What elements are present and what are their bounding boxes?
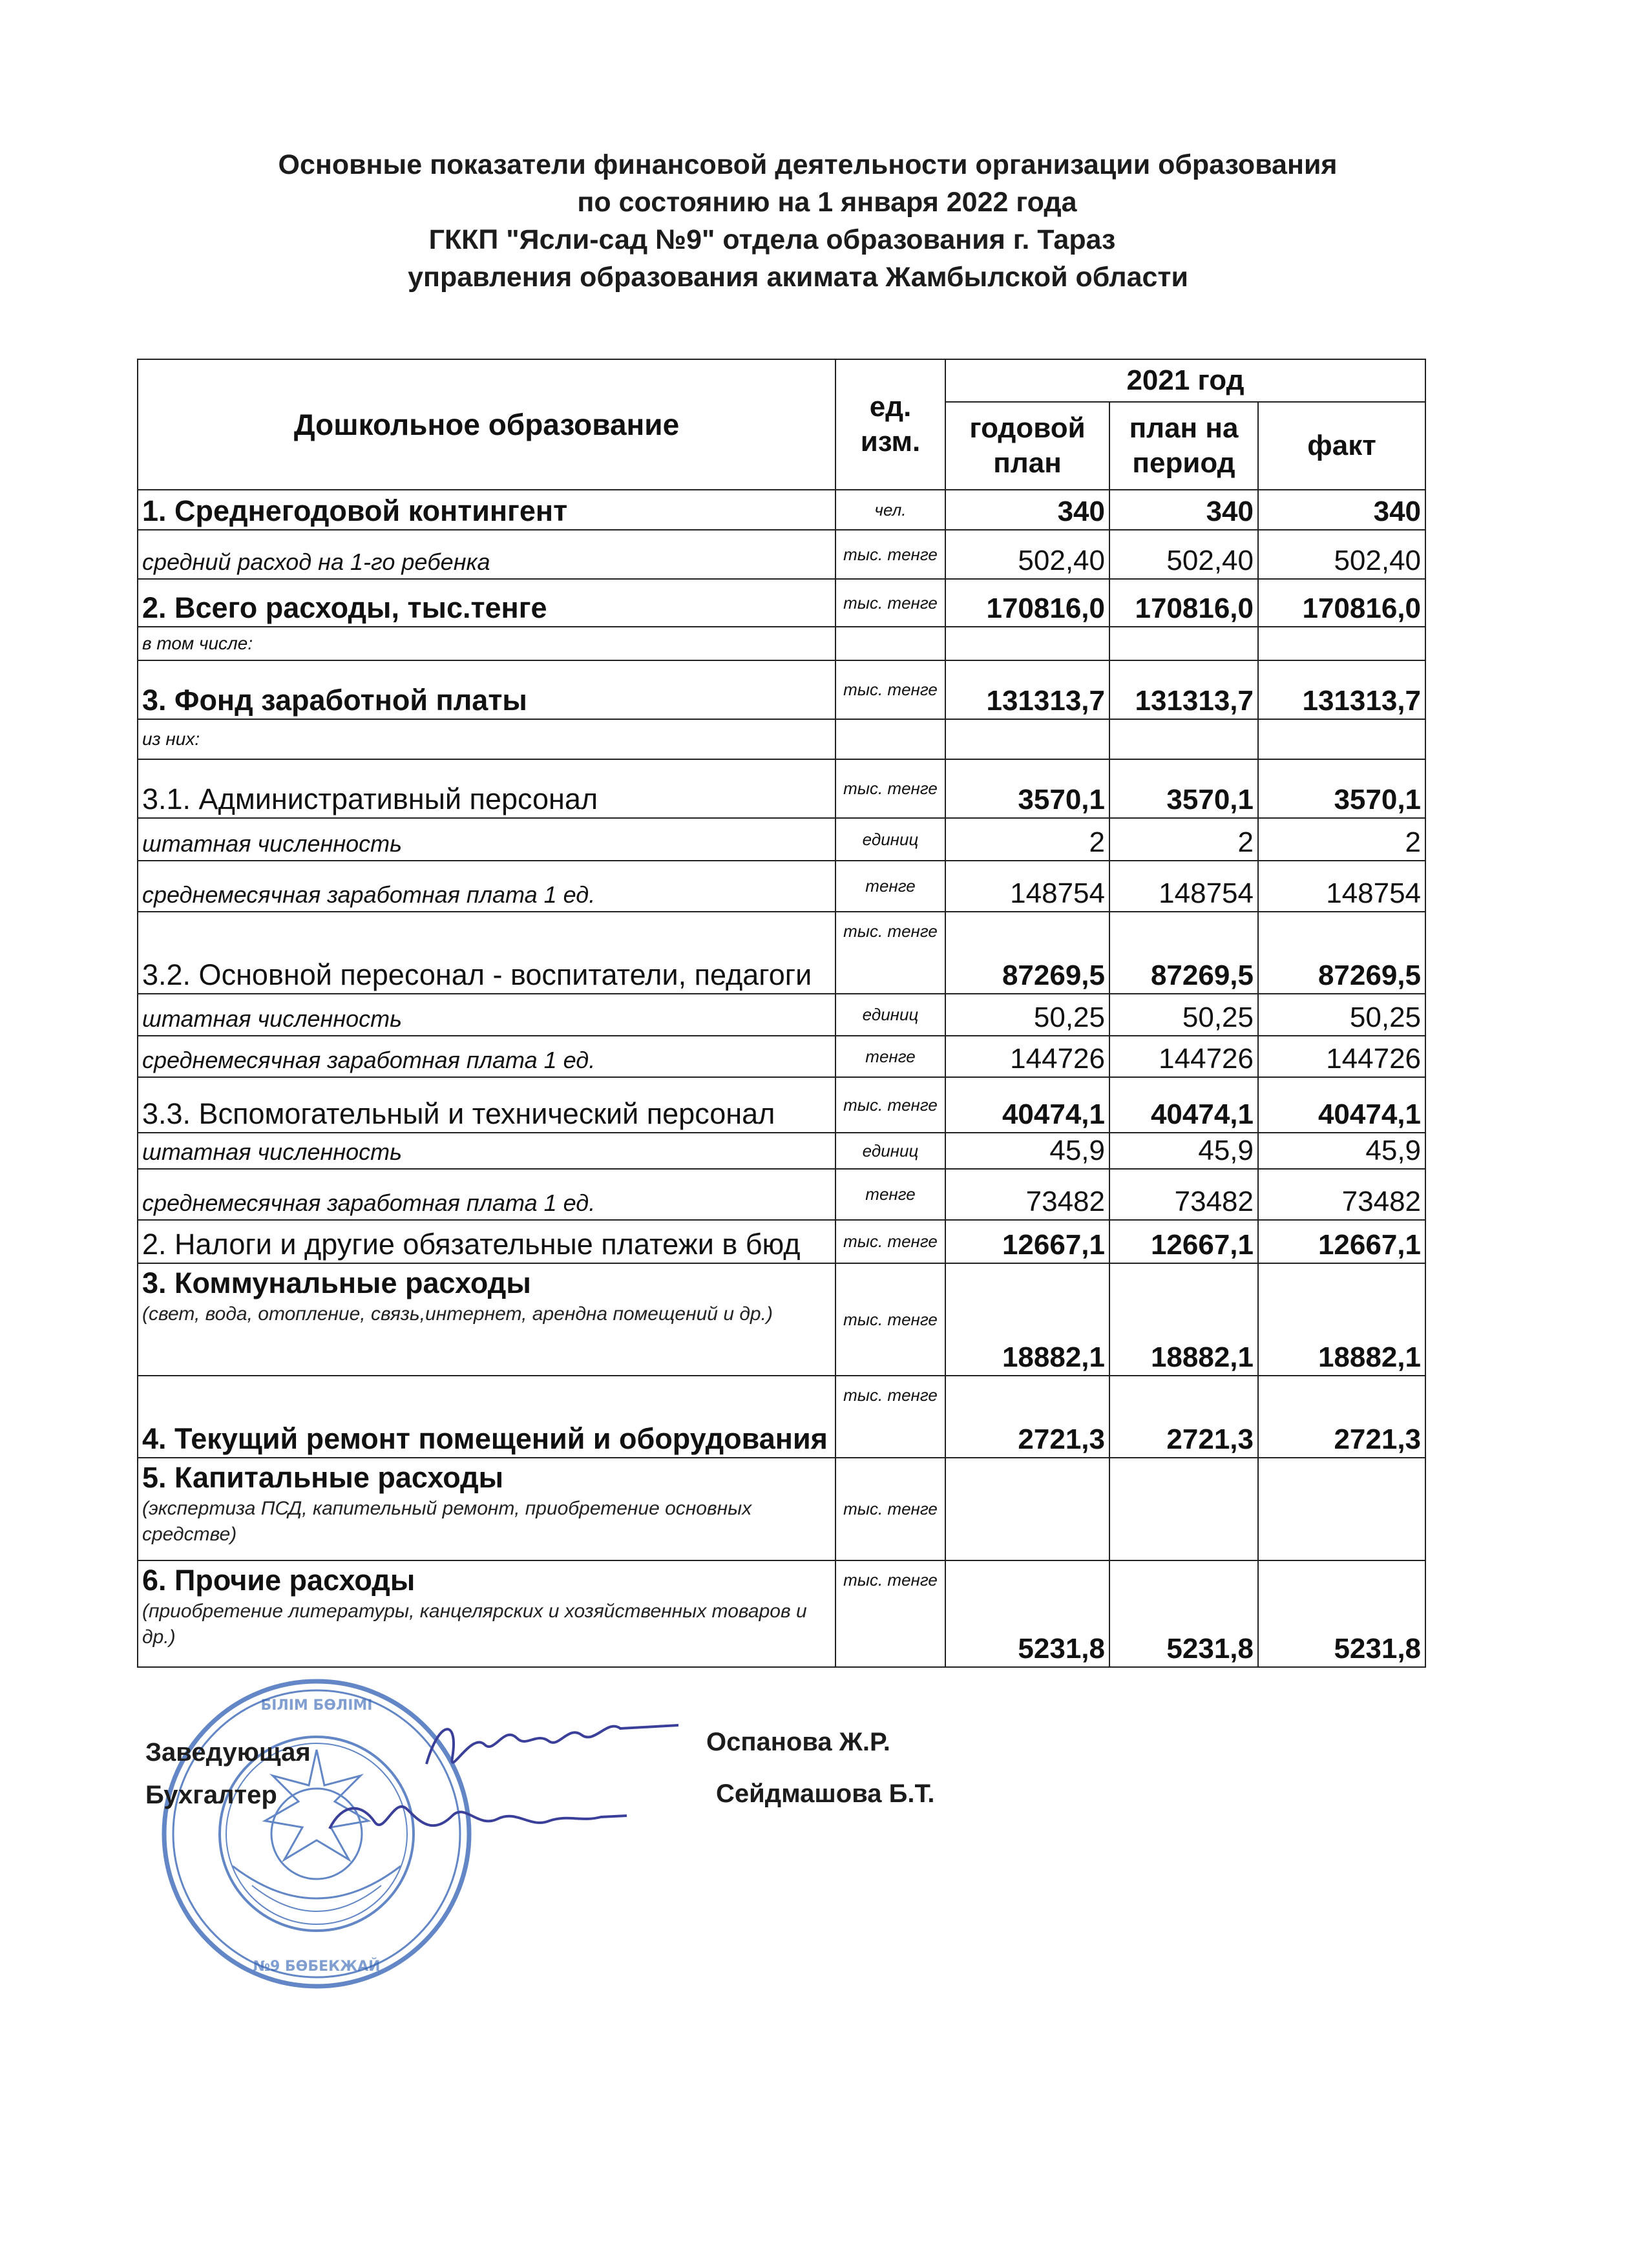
row-annual-plan: 2 — [945, 818, 1109, 861]
row-unit: тыс. тенге — [835, 759, 945, 818]
row-note: (свет, вода, отопление, связь,интернет, арендна помещений и др.) — [142, 1303, 773, 1325]
row-label: 3.1. Административный персонал — [138, 759, 835, 818]
row-unit: тыс. тенге — [835, 1376, 945, 1458]
row-label: из них: — [138, 719, 835, 759]
title-line-2: по состоянию на 1 января 2022 года — [577, 187, 1077, 218]
row-label: 3. Фонд заработной платы — [138, 660, 835, 719]
row-period-plan: 3570,1 — [1109, 759, 1258, 818]
row-period-plan: 50,25 — [1109, 994, 1258, 1036]
header-year: 2021 год — [945, 359, 1425, 402]
table-row — [138, 1169, 1425, 1220]
document-title — [129, 146, 1525, 296]
row-unit: единиц — [835, 818, 945, 861]
title-line-1: Основные показатели финансовой деятельности организации образования — [278, 149, 1338, 180]
row-label: штатная численность — [138, 818, 835, 861]
header-period-plan: план на период — [1109, 402, 1258, 490]
row-note: (экспертиза ПСД, капительный ремонт, приобретение основных средстве) — [142, 1498, 752, 1545]
row-label: 4. Текущий ремонт помещений и оборудования — [138, 1376, 835, 1458]
head-name: Оспанова Ж.Р. — [706, 1728, 890, 1756]
table-row — [138, 994, 1425, 1036]
row-unit: тенге — [835, 1169, 945, 1220]
accountant-title: Бухгалтер — [145, 1781, 277, 1809]
row-period-plan: 12667,1 — [1109, 1220, 1258, 1263]
row-period-plan: 87269,5 — [1109, 912, 1258, 994]
table-row — [138, 1376, 1425, 1458]
row-unit: тыс. тенге — [835, 579, 945, 627]
table-row — [138, 861, 1425, 912]
table-row — [138, 1220, 1425, 1263]
row-unit: единиц — [835, 994, 945, 1036]
row-annual-plan: 340 — [945, 490, 1109, 530]
accountant-signature — [323, 1783, 633, 1854]
table-row — [138, 818, 1425, 861]
table-row — [138, 490, 1425, 530]
row-unit: тенге — [835, 1036, 945, 1077]
row-annual-plan: 45,9 — [945, 1133, 1109, 1169]
row-unit: тыс. тенге — [835, 1263, 945, 1376]
row-period-plan: 144726 — [1109, 1036, 1258, 1077]
row-fact: 131313,7 — [1258, 660, 1425, 719]
svg-text:БІЛІМ БӨЛІМІ: БІЛІМ БӨЛІМІ — [260, 1697, 373, 1714]
row-unit: тыс. тенге — [835, 1458, 945, 1560]
row-unit: единиц — [835, 1133, 945, 1169]
row-period-plan: 340 — [1109, 490, 1258, 530]
row-fact: 5231,8 — [1258, 1560, 1425, 1667]
row-annual-plan: 87269,5 — [945, 912, 1109, 994]
row-period-plan: 45,9 — [1109, 1133, 1258, 1169]
row-period-plan: 148754 — [1109, 861, 1258, 912]
row-label: в том числе: — [138, 627, 835, 660]
row-label: средний расход на 1-го ребенка — [138, 530, 835, 579]
row-label: 3.2. Основной пересонал - воспитатели, педагоги — [138, 912, 835, 994]
title-line-3: ГККП "Ясли-сад №9" отдела образования г. Тараз — [428, 224, 1116, 255]
row-unit: тыс. тенге — [835, 1220, 945, 1263]
row-period-plan: 502,40 — [1109, 530, 1258, 579]
row-annual-plan: 502,40 — [945, 530, 1109, 579]
row-fact: 340 — [1258, 490, 1425, 530]
svg-text:№9 БӨБЕКЖАЙ: №9 БӨБЕКЖАЙ — [253, 1958, 381, 1975]
row-unit: тыс. тенге — [835, 1560, 945, 1667]
row-period-plan: 2721,3 — [1109, 1376, 1258, 1458]
row-unit: тыс. тенге — [835, 1077, 945, 1133]
table-row — [138, 719, 1425, 759]
row-fact: 144726 — [1258, 1036, 1425, 1077]
row-fact: 2721,3 — [1258, 1376, 1425, 1458]
table-row — [138, 1133, 1425, 1169]
row-label: среднемесячная заработная плата 1 ед. — [138, 1036, 835, 1077]
table-row — [138, 660, 1425, 719]
row-annual-plan: 148754 — [945, 861, 1109, 912]
row-label: 3. Коммунальные расходы — [142, 1266, 531, 1299]
row-period-plan — [1109, 1458, 1258, 1560]
row-label: 2. Всего расходы, тыс.тенге — [138, 579, 835, 627]
financial-indicators-table — [137, 359, 1426, 1668]
row-period-plan: 18882,1 — [1109, 1263, 1258, 1376]
row-annual-plan: 5231,8 — [945, 1560, 1109, 1667]
table-row — [138, 530, 1425, 579]
header-annual-plan: годовой план — [945, 402, 1109, 490]
row-fact: 40474,1 — [1258, 1077, 1425, 1133]
table-row — [138, 1036, 1425, 1077]
header-name: Дошкольное образование — [138, 359, 835, 490]
row-label: среднемесячная заработная плата 1 ед. — [138, 1169, 835, 1220]
row-annual-plan: 50,25 — [945, 994, 1109, 1036]
row-annual-plan: 2721,3 — [945, 1376, 1109, 1458]
row-fact: 45,9 — [1258, 1133, 1425, 1169]
row-label: штатная численность — [138, 1133, 835, 1169]
head-title: Заведующая — [145, 1738, 311, 1767]
row-annual-plan: 18882,1 — [945, 1263, 1109, 1376]
row-fact: 18882,1 — [1258, 1263, 1425, 1376]
row-fact: 502,40 — [1258, 530, 1425, 579]
row-annual-plan: 73482 — [945, 1169, 1109, 1220]
row-period-plan: 5231,8 — [1109, 1560, 1258, 1667]
row-unit: чел. — [835, 490, 945, 530]
row-fact: 12667,1 — [1258, 1220, 1425, 1263]
row-fact: 73482 — [1258, 1169, 1425, 1220]
row-fact: 50,25 — [1258, 994, 1425, 1036]
row-period-plan: 170816,0 — [1109, 579, 1258, 627]
table-row — [138, 627, 1425, 660]
row-annual-plan: 144726 — [945, 1036, 1109, 1077]
row-fact: 3570,1 — [1258, 759, 1425, 818]
row-annual-plan: 12667,1 — [945, 1220, 1109, 1263]
row-period-plan: 131313,7 — [1109, 660, 1258, 719]
table-row — [138, 1077, 1425, 1133]
row-period-plan: 2 — [1109, 818, 1258, 861]
header-unit: ед. изм. — [835, 359, 945, 490]
row-label: среднемесячная заработная плата 1 ед. — [138, 861, 835, 912]
row-period-plan: 40474,1 — [1109, 1077, 1258, 1133]
table-row — [138, 1263, 1425, 1376]
header-fact: факт — [1258, 402, 1425, 490]
row-annual-plan: 131313,7 — [945, 660, 1109, 719]
row-label: 3.3. Вспомогательный и технический персонал — [138, 1077, 835, 1133]
table-row — [138, 579, 1425, 627]
row-label: 2. Налоги и другие обязательные платежи в бюд — [138, 1220, 835, 1263]
row-annual-plan: 3570,1 — [945, 759, 1109, 818]
row-unit: тенге — [835, 861, 945, 912]
row-unit: тыс. тенге — [835, 530, 945, 579]
row-unit: тыс. тенге — [835, 912, 945, 994]
row-fact — [1258, 1458, 1425, 1560]
table-row — [138, 1458, 1425, 1560]
row-annual-plan — [945, 1458, 1109, 1560]
row-annual-plan: 170816,0 — [945, 579, 1109, 627]
row-label: штатная численность — [138, 994, 835, 1036]
row-note: (приобретение литературы, канцелярских и хозяйственных товаров и др.) — [142, 1601, 807, 1648]
table-row — [138, 759, 1425, 818]
row-fact: 2 — [1258, 818, 1425, 861]
row-fact: 87269,5 — [1258, 912, 1425, 994]
row-fact: 170816,0 — [1258, 579, 1425, 627]
accountant-name: Сейдмашова Б.Т. — [716, 1780, 935, 1808]
head-signature — [414, 1706, 685, 1790]
row-fact: 148754 — [1258, 861, 1425, 912]
row-label: 5. Капитальные расходы — [142, 1461, 504, 1494]
table-row — [138, 1560, 1425, 1667]
row-label: 1. Среднегодовой контингент — [138, 490, 835, 530]
table-row — [138, 912, 1425, 994]
title-line-4: управления образования акимата Жамбылской области — [408, 262, 1188, 293]
row-annual-plan: 40474,1 — [945, 1077, 1109, 1133]
row-label: 6. Прочие расходы — [142, 1564, 415, 1597]
row-period-plan: 73482 — [1109, 1169, 1258, 1220]
row-unit: тыс. тенге — [835, 660, 945, 719]
